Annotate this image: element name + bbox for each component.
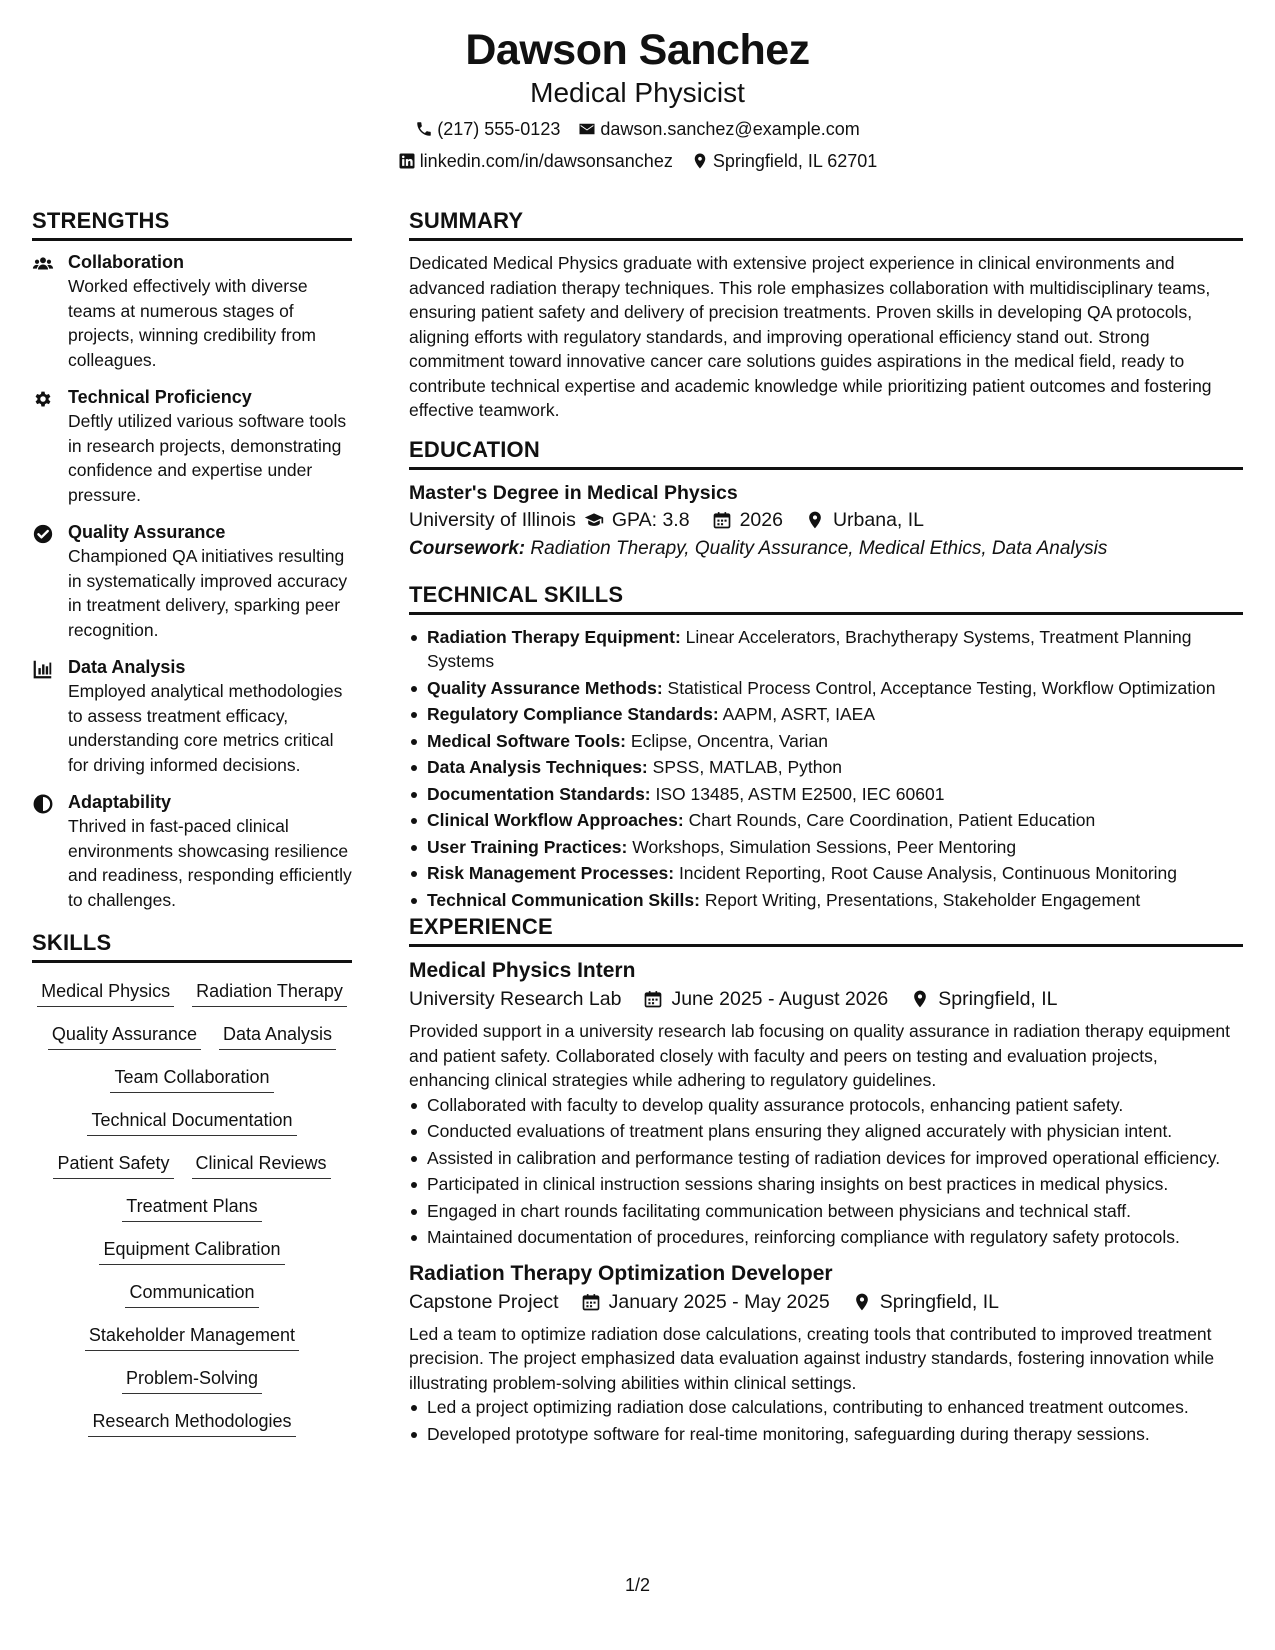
strength-title: Data Analysis [68, 657, 186, 677]
list-item [409, 782, 1243, 807]
graduation-cap-icon [584, 510, 604, 530]
tech-skill-value: Report Writing, Presentations, Stakeholder Engagement [704, 889, 1141, 910]
strengths-heading: STRENGTHS [32, 208, 352, 241]
strength-desc: Employed analytical methodologies to assess treatment efficacy, understanding core metrics critical for driving informed decisions. [68, 681, 343, 775]
coursework [409, 534, 1243, 564]
tech-skill-label: Technical Communication Skills: [427, 889, 700, 910]
strength-item [32, 521, 352, 642]
skill-chip: Medical Physics [37, 979, 174, 1007]
job-meta [409, 1288, 1243, 1316]
strength-desc: Deftly utilized various software tools in research projects, demonstrating confidence and expertise under pressure. [68, 411, 347, 505]
calendar-icon [643, 989, 663, 1009]
list-item [409, 676, 1243, 701]
tech-skill-value: Workshops, Simulation Sessions, Peer Mentoring [632, 836, 1017, 857]
resume-header [0, 24, 1275, 172]
users-icon [32, 253, 54, 275]
calendar-icon [581, 1292, 601, 1312]
tech-skill-label: Medical Software Tools: [427, 730, 627, 751]
contact-linkedin[interactable] [398, 150, 673, 172]
tech-skill-value: Incident Reporting, Root Cause Analysis, Continuous Monitoring [678, 863, 1177, 883]
skill-chip: Equipment Calibration [99, 1237, 284, 1265]
map-pin-icon [852, 1292, 872, 1312]
experience-heading: EXPERIENCE [409, 914, 1243, 947]
summary-text: Dedicated Medical Physics graduate with extensive project experience in clinical environments and advanced radiation therapy techniques. This role emphasizes collaboration with multidisciplinary teams, ensuring patient safety and delivery of precision treatments. Proven skills in developing QA protocols, aligning efforts with regulatory standards, and improving operational efficiency stand out. Strong commitment toward innovative cancer care solutions guides aspirations in the medical field, ready to contribute technical expertise and academic knowledge while prioritizing patient outcomes and fostering effective teamwork. [409, 253, 1212, 420]
envelope-icon [578, 120, 596, 138]
coursework-label: Coursework: [409, 537, 526, 559]
degree-title: Master's Degree in Medical Physics [409, 481, 738, 504]
list-item [409, 625, 1243, 674]
job-bullets [409, 1395, 1243, 1446]
contact-email[interactable] [578, 118, 859, 140]
contact-phone[interactable] [415, 118, 560, 140]
tech-skill-label: Regulatory Compliance Standards: [427, 704, 719, 724]
gear-icon [32, 388, 54, 410]
skills-heading: SKILLS [32, 930, 352, 963]
job-description: Provided support in a university research lab focusing on quality assurance in radiation therapy equipment and patient safety. Collaborated closely with faculty and peers on testing and evaluation projects, enhancing clinical strategies while adhering to regulatory guidelines. [409, 1021, 1231, 1090]
strength-desc: Championed QA initiatives resulting in systematically improved accuracy in treatment delivery, sparking peer recognition. [68, 546, 348, 640]
list-item [409, 702, 1243, 727]
coursework-list: Radiation Therapy, Quality Assurance, Medical Ethics, Data Analysis [530, 537, 1108, 559]
strength-title: Technical Proficiency [68, 387, 252, 407]
skill-chip: Radiation Therapy [192, 979, 347, 1007]
skill-chip: Problem-Solving [122, 1366, 262, 1394]
phone-icon [415, 120, 433, 138]
skill-chip: Communication [125, 1280, 258, 1308]
calendar-icon [712, 510, 732, 530]
left-column [32, 208, 352, 1437]
tech-skill-value: AAPM, ASRT, IAEA [722, 704, 876, 724]
list-item [409, 861, 1243, 886]
skills-chips [32, 973, 352, 1437]
job-dates: June 2025 - August 2026 [671, 988, 889, 1010]
contact-location [691, 150, 877, 172]
tech-skill-label: Clinical Workflow Approaches: [427, 810, 684, 830]
skill-chip: Team Collaboration [110, 1065, 273, 1093]
tech-skill-label: Risk Management Processes: [427, 863, 675, 883]
list-item: Led a project optimizing radiation dose calculations, contributing to enhanced treatment outcomes. [409, 1395, 1243, 1420]
tech-skill-value: Chart Rounds, Care Coordination, Patient Education [688, 810, 1096, 830]
list-item: Maintained documentation of procedures, reinforcing compliance with regulatory safety protocols. [409, 1225, 1243, 1250]
page-number: 1/2 [624, 1575, 651, 1595]
check-circle-icon [32, 523, 54, 545]
job-title: Medical Physics Intern [409, 959, 636, 982]
tech-skill-value: Statistical Process Control, Acceptance Testing, Workflow Optimization [667, 677, 1216, 698]
list-item [409, 755, 1243, 780]
gpa: GPA: 3.8 [611, 508, 690, 531]
job-location: Springfield, IL [938, 988, 1058, 1010]
contact-row-2 [0, 150, 1275, 172]
list-item [409, 835, 1243, 860]
tech-skill-label: User Training Practices: [427, 836, 628, 857]
tech-skill-value: Linear Accelerators, Brachytherapy Systems, Treatment Planning Systems [427, 626, 1192, 671]
list-item: Collaborated with faculty to develop quality assurance protocols, enhancing patient safety. [409, 1093, 1243, 1118]
strength-desc: Worked effectively with diverse teams at numerous stages of projects, winning credibility from colleagues. [68, 276, 317, 370]
summary-heading: SUMMARY [409, 208, 1243, 241]
strength-title: Collaboration [68, 252, 184, 272]
job-location: Springfield, IL [879, 1290, 999, 1313]
strength-item [32, 656, 352, 777]
half-circle-icon [32, 793, 54, 815]
job-title: Radiation Therapy Optimization Developer [409, 1261, 833, 1285]
tech-skill-label: Quality Assurance Methods: [427, 677, 663, 698]
map-pin-icon [910, 989, 930, 1009]
map-pin-icon [805, 510, 825, 530]
candidate-name: Dawson Sanchez [465, 26, 810, 74]
map-pin-icon [691, 152, 709, 170]
skill-chip: Data Analysis [219, 1022, 336, 1050]
contact-row-1 [0, 118, 1275, 140]
tech-skill-value: Eclipse, Oncentra, Varian [630, 730, 829, 751]
skill-chip: Clinical Reviews [192, 1151, 331, 1179]
list-item: Conducted evaluations of treatment plans ensuring they aligned accurately with physician intent. [409, 1119, 1243, 1144]
education-heading: EDUCATION [409, 437, 1243, 470]
strength-item [32, 791, 352, 912]
strength-item [32, 386, 352, 507]
tech-skill-value: SPSS, MATLAB, Python [652, 757, 842, 777]
job-entry [409, 957, 1243, 1250]
list-item [409, 729, 1243, 754]
technical-skills-list [409, 625, 1243, 913]
strength-title: Quality Assurance [68, 522, 226, 542]
linkedin-text: linkedin.com/in/dawsonsanchez [419, 151, 673, 171]
tech-skill-label: Documentation Standards: [427, 783, 651, 804]
school-location: Urbana, IL [832, 508, 925, 531]
skill-chip: Technical Documentation [87, 1108, 296, 1136]
skill-chip: Quality Assurance [48, 1022, 201, 1050]
job-entry [409, 1260, 1243, 1447]
job-description: Led a team to optimize radiation dose calculations, creating tools that contributed to improved treatment precision. The project emphasized data evaluation against industry standards, fostering innovation while illustrating problem-solving abilities within clinical settings. [409, 1323, 1215, 1393]
graduation-year: 2026 [739, 508, 783, 531]
strength-desc: Thrived in fast-paced clinical environments showcasing resilience and readiness, responding efficiently to challenges. [68, 816, 352, 910]
skill-chip: Patient Safety [53, 1151, 173, 1179]
job-bullets [409, 1093, 1243, 1250]
job-org: University Research Lab [409, 988, 622, 1010]
tech-skill-value: ISO 13485, ASTM E2500, IEC 60601 [655, 783, 945, 804]
list-item [409, 888, 1243, 913]
phone-text: (217) 555-0123 [437, 119, 561, 139]
list-item: Participated in clinical instruction sessions sharing insights on best practices in medical physics. [409, 1172, 1243, 1197]
list-item: Engaged in chart rounds facilitating communication between physicians and technical staff. [409, 1199, 1243, 1224]
job-org: Capstone Project [409, 1290, 559, 1313]
list-item: Assisted in calibration and performance testing of radiation devices for improved operational efficiency. [409, 1146, 1243, 1171]
location-text: Springfield, IL 62701 [712, 151, 878, 171]
right-column [409, 208, 1243, 1456]
linkedin-icon [398, 152, 416, 170]
tech-skill-label: Radiation Therapy Equipment: [427, 626, 681, 647]
candidate-title: Medical Physicist [530, 77, 745, 108]
skill-chip: Stakeholder Management [85, 1323, 299, 1351]
strength-title: Adaptability [68, 792, 172, 812]
education-meta [409, 506, 1243, 534]
skill-chip: Treatment Plans [122, 1194, 261, 1222]
tech-skill-label: Data Analysis Techniques: [427, 757, 648, 777]
technical-skills-heading: TECHNICAL SKILLS [409, 582, 1243, 615]
list-item: Developed prototype software for real-time monitoring, safeguarding during therapy sessions. [409, 1422, 1243, 1447]
email-text: dawson.sanchez@example.com [600, 119, 860, 139]
bar-chart-icon [32, 658, 54, 680]
job-dates: January 2025 - May 2025 [608, 1290, 830, 1313]
job-meta [409, 985, 1243, 1013]
list-item [409, 808, 1243, 833]
strength-item [32, 251, 352, 372]
school-name: University of Illinois [409, 508, 576, 531]
skill-chip: Research Methodologies [88, 1409, 295, 1437]
